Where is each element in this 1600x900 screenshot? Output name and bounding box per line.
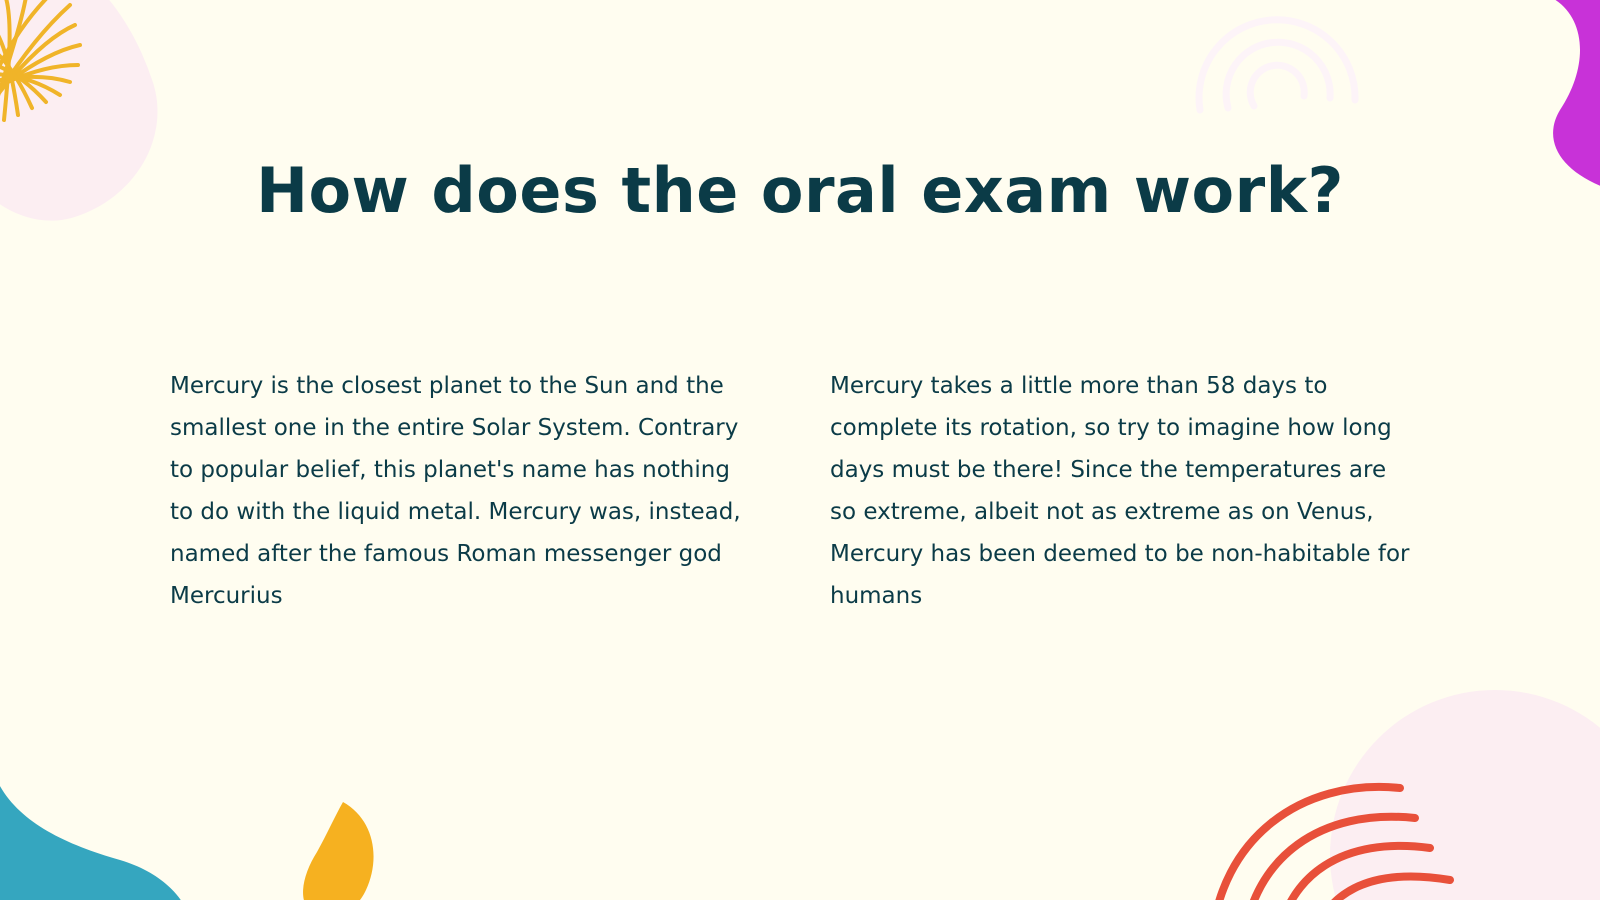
pink-circle	[1330, 690, 1600, 900]
white-rings-icon	[1180, 0, 1400, 120]
yellow-drop	[295, 800, 390, 900]
page-title: How does the oral exam work?	[256, 153, 1344, 227]
body-columns	[170, 365, 1410, 617]
body-column-left: Mercury is the closest planet to the Sun and the smallest one in the entire Solar System. Contrary to popular belief, this planet's name has nothing to do with the liquid metal. Mercury was, instead, named after the famous Roman messenger god Mercurius	[170, 373, 741, 610]
teal-blob	[0, 610, 270, 900]
body-column-right: Mercury takes a little more than 58 days to complete its rotation, so try to imagine how long days must be there! Since the temperatures are so extreme, albeit not as extreme as on Venus, Mercury has been deemed to be non-habitable for humans	[830, 373, 1410, 610]
red-arcs	[1210, 770, 1540, 900]
